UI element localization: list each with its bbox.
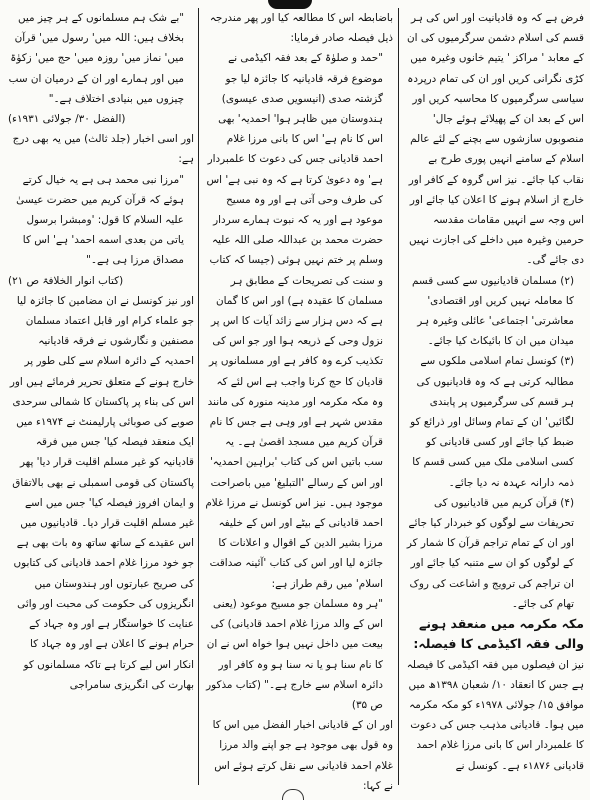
column-divider bbox=[398, 8, 399, 785]
quotation: "مرزا نبی محمد ہی ہے یہ خیال کرتے ہوئے کہ قرآن کریم میں حضرت عیسیٰ علیہ السلام کا قول: 'ومبشرا برسول یاتی من بعدی اسمه احمد' ہے' اس کا مصداق مرزا ہی ہے۔" bbox=[16, 173, 184, 267]
column-divider bbox=[198, 8, 199, 785]
paragraph: باضابطہ اس کا مطالعہ کیا اور پھر مندرجہ ذیل فیصلہ صادر فرمایا: bbox=[209, 12, 393, 45]
quotation: "بے شک ہم مسلمانوں کے ہر چیز میں بخلاف ہیں: اللہ میں' رسول میں' قرآن میں' نماز میں' روزہ میں' حج میں' زکوٰۃ میں اور ہمارے اور ان کے درمیان ان سب چیزوں میں بنیادی اختلاف ہے۔" bbox=[8, 12, 184, 105]
paragraph: (۲) مسلمان قادیانیوں سے کسی قسم کا معاملہ نہیں کریں اور اقتصادی' معاشرتی' اجتماعی' عائلی وغیرہ ہر میدان میں ان کا بائیکاٹ کیا جائے۔ bbox=[412, 274, 574, 348]
text-column-left bbox=[8, 8, 194, 785]
paragraph: اور ان کے قادیانی اخبار الفضل میں اس کا وہ قول بھی موجود ہے جو اپنے والد مرزا غلام احمد قادیانی سے نقل کرتے ہوئے اس نے کہا: bbox=[212, 719, 393, 792]
quotation: "ہر وہ مسلمان جو مسیح موعود (یعنی اس کے والد مرزا غلام احمد قادیانی) کی بیعت میں داخل نہیں ہوا خواہ اس نے ان کا نام سنا ہو یا نہ سنا ہو وہ کافر اور دائرہ اسلام سے خارج ہے۔" (کتاب مذکور ص ۳۵) bbox=[206, 597, 383, 711]
text-column-right bbox=[404, 8, 584, 785]
paragraph: فرض ہے کہ وہ قادیانیت اور اس کی ہر قسم کی اسلام دشمن سرگرمیوں کی ان کے معابد ' مراکز ' یتیم خانوں وغیرہ میں کڑی نگرانی کریں اور ان کی تمام درپردہ سیاسی سرگرمیوں کا محاسبہ کریں اور اس کے بعد ان کے پھیلائے ہوئے جال' منصوبوں سازشوں سے بچنے کے لئے عالم اسلام کے سامنے انہیں پوری طرح بے نقاب کیا جائے۔ نیز اس گروہ کے کافر اور خارج از اسلام ہونے کا اعلان کیا جائے اور اس وجہ سے انہیں مقامات مقدسہ حرمین وغیرہ میں داخلے کی اجازت نہیں دی جائے گی۔ bbox=[407, 12, 584, 267]
paragraph: اور اسی اخبار (جلد ثالث) میں یہ بھی درج ہے: bbox=[12, 133, 194, 166]
citation: (کتاب انوار الخلافۃ ص ۲۱) bbox=[8, 274, 124, 287]
page-footer-mark bbox=[282, 789, 304, 800]
text-column-middle bbox=[203, 8, 393, 792]
section-heading: مکہ مکرمہ میں منعقد ہونے والی فقہ اکیڈمی کا فیصلہ: bbox=[413, 616, 584, 652]
paragraph: (۳) کونسل تمام اسلامی ملکوں سے مطالبہ کرتی ہے کہ وہ قادیانیوں کی ہر قسم کی سرگرمیوں پر پابندی لگائیں' ان کے تمام وسائل اور ذرائع کو ضبط کیا جائے اور کسی قادیانی کو کسی اسلامی ملک میں کسی قسم کا ذمہ دارانہ عہدہ نہ دیا جائے۔ bbox=[410, 355, 574, 489]
paragraph: اور نیز کونسل نے ان مضامین کا جائزہ لیا جو علماء کرام اور قابل اعتماد مسلمان مصنفین و نگارشوں نے فرقہ قادیانیہ احمدیہ کے دائرہ اسلام سے کلی طور پر خارج ہونے کے متعلق تحریر فرمائے ہیں اور اس کی بناء پر پاکستان کا شمالی سرحدی صوبے کی صوبائی پارلیمنٹ نے ۱۹۷۴ء میں ایک منعقد فیصلہ کیا' جس میں فرقہ قادیانیہ کو غیر مسلم اقلیت قرار دیا' پھر پاکستان کی قومی اسمبلی نے بھی بالاتفاق و ایمان افروز فیصلہ کیا' جس میں اسے غیر مسلم اقلیت قرار دیا۔ قادیانیوں میں اس عقیدے کے ساتھ ساتھ وہ بات بھی ہے جو خود مرزا غلام احمد قادیانی کی کتابوں کی صریح عبارتوں اور ہندوستان میں انگریزوں کی حکومت کی محبت اور وائی عنایت کا خواستگار ہے اور وہ جہاد کے حرام ہونے کا اعلان ہے اور وہ جہاد کا انکار اس لیے کرتا ہے تاکہ مسلمانوں کو بھارت کی انگریزی سامراجی bbox=[9, 294, 194, 691]
citation: (الفضل ۳۰/ جولائی ۱۹۳۱ء) bbox=[8, 113, 126, 126]
paragraph: (۴) قرآن کریم میں قادیانیوں کی تحریفات سے لوگوں کو خبردار کیا جائے اور ان کے تمام تراجم قرآن کا شمار کر کے لوگوں کو ان سے متنبہ کیا جائے اور ان تراجم کی ترویج و اشاعت کی روک تھام کی جائے۔ bbox=[406, 496, 574, 610]
paragraph: نیز ان فیصلوں میں فقہ اکیڈمی کا فیصلہ ہے جس کا انعقاد ۱۰/ شعبان ۱۳۹۸ھ میں موافق ۱۵/ جولائی ۱۹۷۸ء کو مکہ مکرمہ میں ہوا۔ قادیانی مذہب جس کی دعوت کا علمبردار اس کا بانی مرزا غلام احمد قادیانی ۱۸۷۶ء ہے۔ کونسل نے bbox=[406, 658, 584, 772]
quotation: "حمد و صلوٰۃ کے بعد فقہ اکیڈمی نے موضوع فرقہ قادیانیہ کا جائزہ لیا جو گزشتہ صدی (انیسویں صدی عیسوی) ہندوستان میں ظاہر ہوا' احمدیہ' بھی اس کا نام ہے' اس کا بانی مرزا غلام احمد قادیانی جس کی دعوت کا علمبردار ہے' وہ دعویٰ کرتا ہے کہ وہ نبی ہے' اس کی طرف وحی آتی ہے اور وہ مسیح موعود ہے اور یہ کہ نبوت ہمارے سردار حضرت محمد بن عبداللہ صلی اللہ علیہ وسلم پر ختم نہیں ہوئی (جیسا کہ کتاب و سنت کی تصریحات کے مطابق ہر مسلمان کا عقیدہ ہے) اور اس کا گمان ہے کہ دس ہزار سے زائد آیات کا اس پر نزول وحی کے ذریعہ ہوا اور جو اس کی تکذیب کرے وہ کافر ہے اور مسلمانوں پر قادیان کا حج کرنا واجب ہے اس لئے کہ وہ مکہ مکرمہ اور مدینہ منورہ کی مانند مقدس شہر ہے اور وہی ہے جس کا نام قرآن کریم میں مسجد اقصیٰ ہے۔ یہ سب باتیں اس کی کتاب 'براہین احمدیہ' اور اس کے رسالے 'التبلیغ' میں باصراحت موجود ہیں۔ نیز اس کونسل نے مرزا غلام احمد قادیانی کے بیٹے اور اس کے خلیفہ مرزا بشیر الدین کے اقوال و اعلانات کا جائزہ لیا اور اس کی کتاب 'آئینہ صداقت اسلام' میں رقم طراز ہے: bbox=[205, 52, 383, 590]
